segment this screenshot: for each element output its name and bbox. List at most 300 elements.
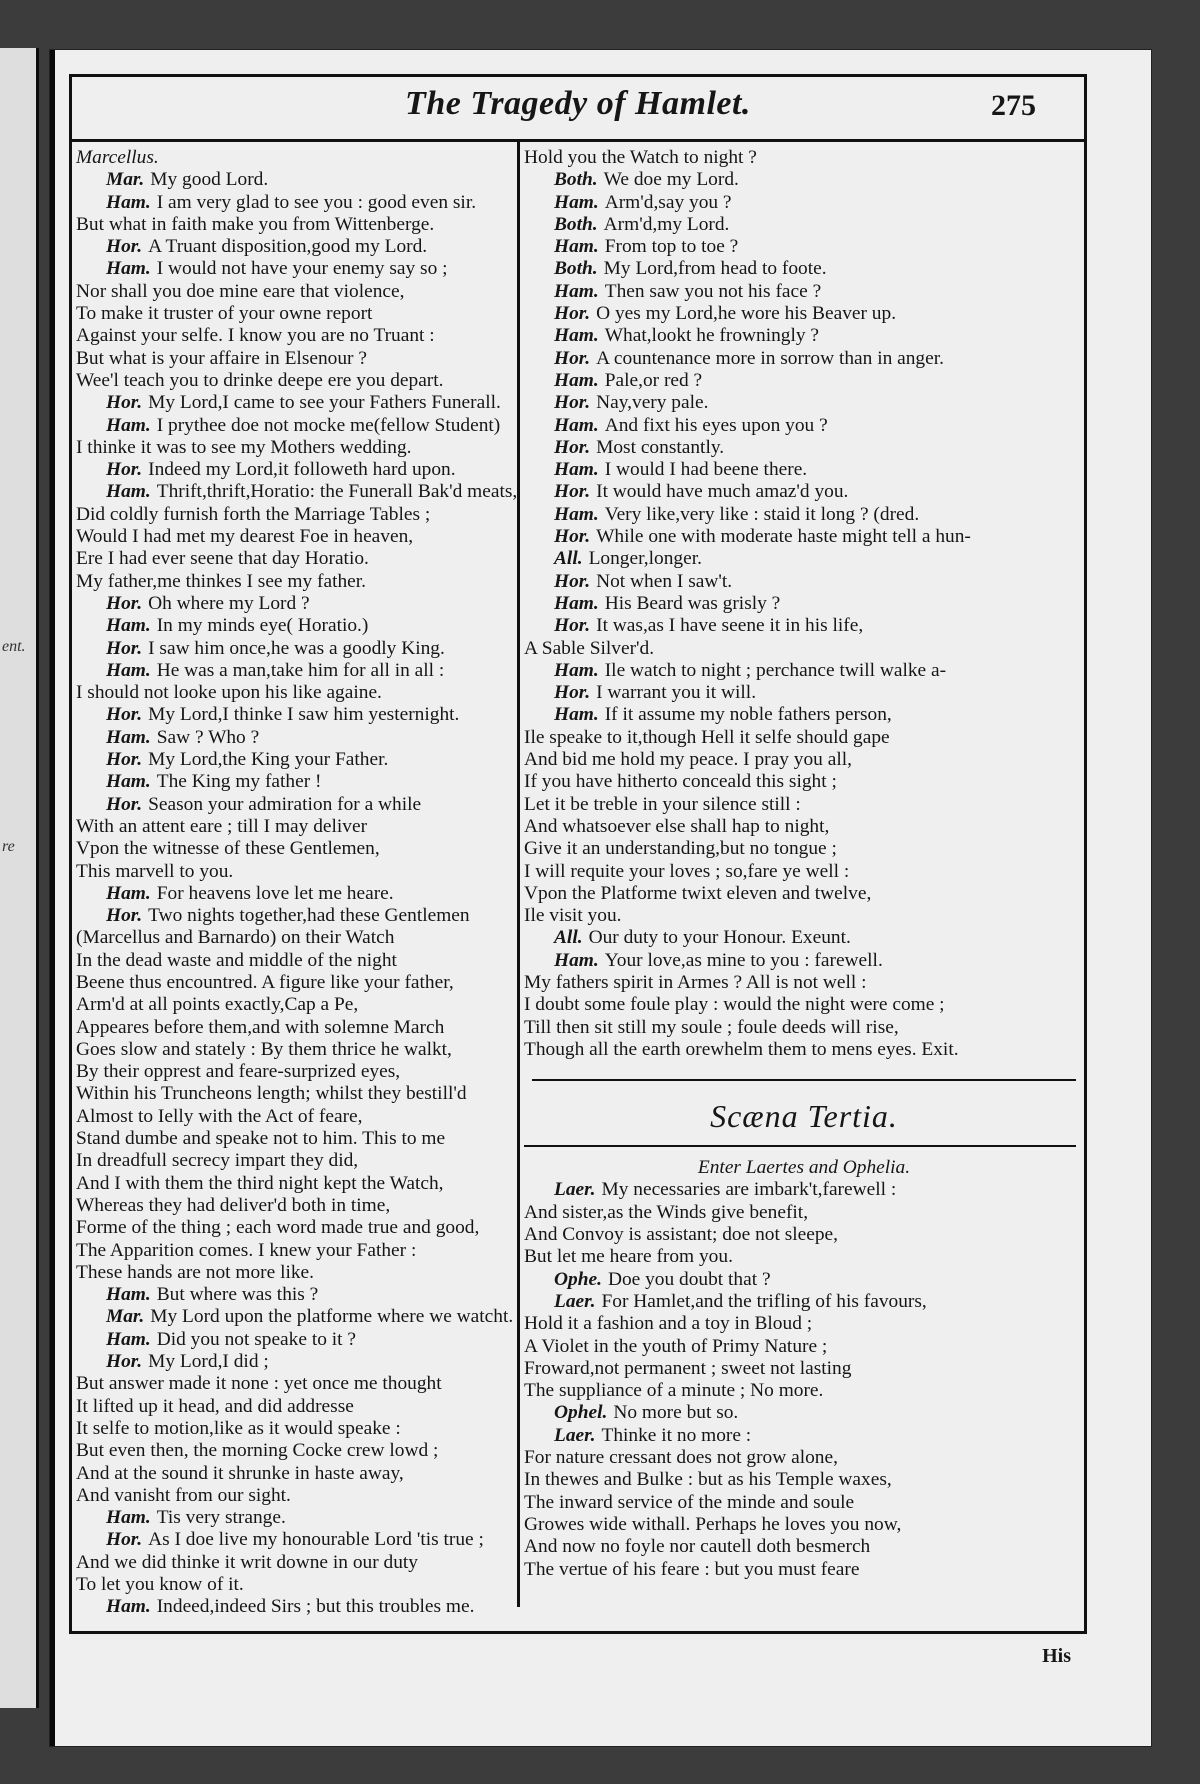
line-text: I prythee doe not mocke me(fellow Student) — [156, 414, 501, 436]
speaker-label: Ham. — [106, 726, 151, 748]
speaker-label: Ham. — [106, 882, 151, 904]
speaker-label: Hor. — [554, 682, 591, 704]
text-line — [76, 682, 512, 704]
line-text: My Lord,I did ; — [148, 1351, 269, 1373]
text-line — [76, 615, 512, 637]
line-text: But let me heare from you. — [524, 1246, 733, 1268]
line-text: This marvell to you. — [76, 860, 234, 882]
line-text: In my minds eye( Horatio.) — [156, 615, 369, 637]
text-line — [524, 727, 1084, 749]
line-text: My necessaries are imbark't,farewell : — [601, 1179, 897, 1201]
speaker-label: Ham. — [106, 414, 151, 436]
line-text: Within his Truncheons length; whilst they bestill'd — [76, 1083, 467, 1105]
text-line — [524, 258, 1084, 280]
line-text: (Marcellus and Barnardo) on their Watch — [76, 927, 395, 949]
speaker-label: Hor. — [106, 392, 143, 414]
text-line — [524, 660, 1084, 682]
line-text: Did coldly furnish forth the Marriage Tables ; — [76, 503, 431, 525]
text-line — [76, 794, 512, 816]
text-line — [524, 415, 1084, 437]
text-line — [76, 638, 512, 660]
line-text: If it assume my noble fathers person, — [604, 704, 892, 726]
line-text: Nor shall you doe mine eare that violence, — [76, 280, 405, 302]
line-text: In the dead waste and middle of the night — [76, 949, 397, 971]
line-text: Almost to Ielly with the Act of feare, — [76, 1105, 363, 1127]
text-line — [76, 1217, 512, 1239]
speaker-label: Hor. — [106, 704, 143, 726]
text-line — [76, 905, 512, 927]
text-line — [524, 1514, 1084, 1536]
text-line — [524, 1157, 1084, 1179]
line-text: Though all the earth orewhelm them to mens eyes. Exit. — [524, 1038, 959, 1060]
line-text: Indeed,indeed Sirs ; but this troubles me. — [156, 1596, 475, 1618]
text-line — [524, 1336, 1084, 1358]
text-line — [524, 236, 1084, 258]
line-text: But what in faith make you from Wittenberge. — [76, 213, 435, 235]
line-text: Growes wide withall. Perhaps he loves you now, — [524, 1513, 902, 1535]
text-line — [524, 638, 1084, 660]
line-text: Very like,very like : staid it long ? (dred. — [604, 503, 920, 525]
line-text: Our duty to your Honour. Exeunt. — [588, 927, 851, 949]
text-line — [76, 236, 512, 258]
line-text: And sister,as the Winds give benefit, — [524, 1201, 809, 1223]
text-line — [76, 1173, 512, 1195]
line-text: Doe you doubt that ? — [607, 1268, 771, 1290]
text-line — [76, 1485, 512, 1507]
text-line — [524, 615, 1084, 637]
line-text: Arm'd,my Lord. — [603, 213, 730, 235]
line-text: Arm'd at all points exactly,Cap a Pe, — [76, 994, 359, 1016]
catchword: His — [1042, 1645, 1071, 1667]
speaker-label: Ham. — [554, 659, 599, 681]
text-line — [76, 303, 512, 325]
speaker-label: Mar. — [106, 169, 145, 191]
speaker-label: Ham. — [106, 615, 151, 637]
speaker-label: Ham. — [554, 503, 599, 525]
line-text: Let it be treble in your silence still : — [524, 793, 801, 815]
speaker-label: Laer. — [554, 1290, 596, 1312]
speaker-label: Ham. — [554, 459, 599, 481]
line-text: Froward,not permanent ; sweet not lasting — [524, 1357, 852, 1379]
line-text: Two nights together,had these Gentlemen — [148, 905, 470, 927]
text-line — [76, 1284, 512, 1306]
line-text: Most constantly. — [596, 436, 725, 458]
right-column — [524, 147, 1084, 1581]
line-text: The Apparition comes. I knew your Father : — [76, 1239, 417, 1261]
line-text: Tis very strange. — [156, 1507, 286, 1529]
line-text: A Truant disposition,good my Lord. — [148, 236, 428, 258]
line-text: Ile watch to night ; perchance twill walke a- — [604, 659, 947, 681]
line-text: Ere I had ever seene that day Horatio. — [76, 548, 369, 570]
scene-heading: Scæna Tertia. — [710, 1098, 898, 1135]
speaker-label: All. — [554, 548, 583, 570]
speaker-label: Ham. — [106, 1328, 151, 1350]
line-text: Pale,or red ? — [604, 369, 703, 391]
line-text: Vpon the witnesse of these Gentlemen, — [76, 838, 380, 860]
line-text: We doe my Lord. — [603, 169, 739, 191]
text-line — [76, 1306, 512, 1328]
line-text: As I doe live my honourable Lord 'tis true ; — [148, 1529, 484, 1551]
scene-rule-top — [532, 1079, 1076, 1081]
line-text: A Violet in the youth of Primy Nature ; — [524, 1335, 828, 1357]
line-text: And bid me hold my peace. I pray you all, — [524, 749, 852, 771]
line-text: I would not have your enemy say so ; — [156, 258, 448, 280]
text-line — [524, 682, 1084, 704]
speaker-label: Mar. — [106, 1306, 145, 1328]
speaker-label: Ham. — [554, 949, 599, 971]
text-line — [524, 838, 1084, 860]
text-line — [76, 1106, 512, 1128]
line-text: I warrant you it will. — [596, 682, 757, 704]
speaker-label: Ham. — [554, 414, 599, 436]
text-line — [76, 1128, 512, 1150]
text-line — [524, 593, 1084, 615]
line-text: Nay,very pale. — [596, 392, 709, 414]
line-text: From top to toe ? — [604, 236, 739, 258]
text-line — [76, 816, 512, 838]
speaker-label: Ham. — [106, 1596, 151, 1618]
speaker-label: Ham. — [106, 191, 151, 213]
text-line — [76, 147, 512, 169]
text-line — [76, 214, 512, 236]
line-text: I would I had beene there. — [604, 459, 808, 481]
right-column-part-a — [524, 147, 1084, 1061]
text-line — [76, 281, 512, 303]
scene-rule-bottom — [524, 1145, 1076, 1147]
text-line — [76, 838, 512, 860]
scene-block — [524, 1079, 1084, 1147]
speaker-label: Hor. — [106, 236, 143, 258]
text-line — [76, 1440, 512, 1462]
line-text: I saw him once,he was a goodly King. — [148, 637, 445, 659]
line-text: And I with them the third night kept the Watch, — [76, 1172, 444, 1194]
text-line — [524, 1313, 1084, 1335]
text-line — [524, 950, 1084, 972]
text-line — [76, 950, 512, 972]
speaker-label: Both. — [554, 213, 598, 235]
speaker-label: Ham. — [554, 592, 599, 614]
text-line — [76, 437, 512, 459]
text-line — [524, 526, 1084, 548]
text-line — [76, 1017, 512, 1039]
text-line — [76, 771, 512, 793]
text-line — [76, 1507, 512, 1529]
text-line — [76, 526, 512, 548]
speaker-label: Ophel. — [554, 1402, 608, 1424]
text-line — [76, 1039, 512, 1061]
text-line — [524, 214, 1084, 236]
text-line — [76, 1329, 512, 1351]
text-line — [524, 1202, 1084, 1224]
text-line — [76, 258, 512, 280]
speaker-label: Ham. — [554, 236, 599, 258]
text-line — [76, 571, 512, 593]
text-line — [524, 771, 1084, 793]
text-line — [524, 1291, 1084, 1313]
line-text: For Hamlet,and the trifling of his favours, — [601, 1290, 927, 1312]
line-text: Hold it a fashion and a toy in Bloud ; — [524, 1313, 813, 1335]
page-number: 275 — [991, 89, 1036, 122]
line-text: My Lord,I thinke I saw him yesternight. — [148, 704, 460, 726]
line-text: The King my father ! — [156, 771, 322, 793]
text-line — [524, 972, 1084, 994]
line-text: His Beard was grisly ? — [604, 592, 781, 614]
text-line — [76, 883, 512, 905]
speaker-label: Hor. — [554, 526, 591, 548]
text-line — [524, 1492, 1084, 1514]
line-text: If you have hitherto conceald this sight ; — [524, 771, 837, 793]
line-text: And we did thinke it writ downe in our duty — [76, 1551, 418, 1573]
speaker-label: Hor. — [106, 1351, 143, 1373]
line-text: But where was this ? — [156, 1284, 319, 1306]
speaker-label: Ham. — [106, 659, 151, 681]
text-line — [524, 548, 1084, 570]
speaker-label: Ham. — [554, 325, 599, 347]
text-line — [76, 1150, 512, 1172]
line-text: To let you know of it. — [76, 1574, 244, 1595]
text-frame — [69, 74, 1087, 1634]
speaker-label: Hor. — [106, 905, 143, 927]
line-text: I am very glad to see you : good even sir. — [156, 191, 477, 213]
text-line — [524, 370, 1084, 392]
text-line — [524, 1402, 1084, 1424]
text-line — [76, 325, 512, 347]
text-line — [524, 1469, 1084, 1491]
text-line — [524, 1536, 1084, 1558]
line-text: Arm'd,say you ? — [604, 191, 732, 213]
line-text: Oh where my Lord ? — [148, 592, 310, 614]
text-line — [76, 1195, 512, 1217]
speaker-label: Ham. — [554, 280, 599, 302]
text-line — [76, 370, 512, 392]
line-text: The vertue of his feare : but you must feare — [524, 1558, 860, 1580]
text-line — [524, 303, 1084, 325]
text-line — [76, 927, 512, 949]
line-text: For nature cressant does not grow alone, — [524, 1447, 838, 1469]
text-line — [524, 1380, 1084, 1402]
line-text: Till then sit still my soule ; foule deeds will rise, — [524, 1016, 899, 1038]
speaker-label: Hor. — [554, 436, 591, 458]
line-text: A countenance more in sorrow than in anger. — [596, 347, 944, 369]
text-line — [524, 883, 1084, 905]
line-text: Would I had met my dearest Foe in heaven, — [76, 526, 414, 548]
text-line — [524, 1246, 1084, 1268]
speaker-label: Hor. — [106, 749, 143, 771]
line-text: Enter Laertes and Ophelia. — [697, 1157, 911, 1179]
line-text: The inward service of the minde and soule — [524, 1491, 855, 1513]
line-text: These hands are not more like. — [76, 1261, 314, 1283]
prev-page-fragment: re — [2, 838, 15, 855]
line-text: Vpon the Platforme twixt eleven and twelve, — [524, 882, 872, 904]
text-line — [524, 504, 1084, 526]
speaker-label: Ham. — [106, 1507, 151, 1529]
line-text: And vanisht from our sight. — [76, 1484, 291, 1506]
line-text: My Lord upon the platforme where we watcht. — [150, 1306, 514, 1328]
text-line — [524, 1559, 1084, 1581]
line-text: In dreadfull secrecy impart they did, — [76, 1150, 359, 1172]
running-title: The Tragedy of Hamlet. — [405, 85, 751, 122]
text-line — [76, 459, 512, 481]
speaker-label: Hor. — [106, 793, 143, 815]
text-line — [524, 348, 1084, 370]
text-line — [524, 169, 1084, 191]
header-rule — [72, 139, 1084, 142]
text-line — [524, 1179, 1084, 1201]
line-text: Stand dumbe and speake not to him. This to me — [76, 1128, 446, 1150]
text-line — [524, 1358, 1084, 1380]
speaker-label: Hor. — [554, 303, 591, 325]
text-line — [524, 1447, 1084, 1469]
speaker-label: Hor. — [106, 637, 143, 659]
line-text: In thewes and Bulke : but as his Temple waxes, — [524, 1469, 892, 1491]
text-line — [524, 147, 1084, 169]
speaker-label: Hor. — [554, 615, 591, 637]
text-line — [524, 481, 1084, 503]
line-text: My Lord,from head to foote. — [603, 258, 827, 280]
text-line — [76, 192, 512, 214]
text-line — [76, 415, 512, 437]
line-text: The suppliance of a minute ; No more. — [524, 1380, 824, 1402]
speaker-label: Hor. — [106, 592, 143, 614]
text-line — [76, 1552, 512, 1574]
speaker-label: All. — [554, 927, 583, 949]
text-line — [76, 1396, 512, 1418]
line-text: And Convoy is assistant; doe not sleepe, — [524, 1224, 838, 1246]
line-text: By their opprest and feare-surprized eyes, — [76, 1061, 401, 1083]
line-text: To make it truster of your owne report — [76, 303, 373, 325]
text-line — [76, 593, 512, 615]
text-line — [76, 1262, 512, 1284]
speaker-label: Ham. — [554, 704, 599, 726]
text-line — [76, 1240, 512, 1262]
line-text: And now no foyle nor cautell doth besmerch — [524, 1536, 871, 1558]
speaker-label: Hor. — [106, 459, 143, 481]
line-text: O yes my Lord,he wore his Beaver up. — [596, 303, 897, 325]
text-line — [76, 704, 512, 726]
text-line — [524, 905, 1084, 927]
line-text: Your love,as mine to you : farewell. — [604, 949, 883, 971]
speaker-label: Ham. — [106, 771, 151, 793]
line-text: While one with moderate haste might tell a hun- — [596, 526, 971, 548]
speaker-label: Ham. — [106, 1284, 151, 1306]
text-line — [76, 749, 512, 771]
text-line — [524, 571, 1084, 593]
line-text: I should not looke upon his like againe. — [76, 682, 382, 704]
line-text: I thinke it was to see my Mothers wedding. — [76, 436, 412, 458]
speaker-label: Hor. — [554, 481, 591, 503]
right-column-part-b — [524, 1157, 1084, 1581]
line-text: Appeares before them,and with solemne March — [76, 1016, 445, 1038]
line-text: Ile speake to it,though Hell it selfe should gape — [524, 726, 890, 748]
text-line — [76, 392, 512, 414]
text-line — [76, 481, 518, 503]
line-text: Against your selfe. I know you are no Truant : — [76, 325, 435, 347]
line-text: Thrift,thrift,Horatio: the Funerall Bak'd meats, — [156, 481, 518, 503]
text-line — [76, 348, 512, 370]
line-text: But even then, the morning Cocke crew lowd ; — [76, 1440, 439, 1462]
line-text: Thinke it no more : — [601, 1424, 752, 1446]
text-line — [524, 927, 1084, 949]
speaker-label: Laer. — [554, 1424, 596, 1446]
page-header — [72, 79, 1084, 137]
line-text: For heavens love let me heare. — [156, 882, 394, 904]
line-text: But answer made it none : yet once me thought — [76, 1373, 442, 1395]
text-line — [76, 548, 512, 570]
speaker-label: Ophe. — [554, 1268, 602, 1290]
text-line — [76, 1351, 512, 1373]
line-text: Whereas they had deliver'd both in time, — [76, 1194, 391, 1216]
book-page — [50, 50, 1151, 1746]
text-line — [76, 972, 512, 994]
column-divider — [517, 141, 520, 1607]
text-line — [524, 1425, 1084, 1447]
text-line — [524, 325, 1084, 347]
line-text: My good Lord. — [150, 169, 269, 191]
line-text: It would have much amaz'd you. — [596, 481, 849, 503]
line-text: It selfe to motion,like as it would speake : — [76, 1417, 401, 1439]
line-text: My fathers spirit in Armes ? All is not well : — [524, 971, 867, 993]
speaker-label: Both. — [554, 169, 598, 191]
prev-page-fragment: ent. — [2, 638, 26, 655]
text-line — [76, 504, 512, 526]
text-line — [524, 816, 1084, 838]
text-line — [524, 192, 1084, 214]
line-text: I will requite your loves ; so,fare ye well : — [524, 860, 850, 882]
speaker-label: Hor. — [554, 347, 591, 369]
text-line — [76, 660, 512, 682]
text-line — [524, 994, 1084, 1016]
line-text: Marcellus. — [76, 147, 159, 168]
line-text: Beene thus encountred. A figure like your father, — [76, 971, 454, 993]
speaker-label: Hor. — [554, 570, 591, 592]
line-text: And fixt his eyes upon you ? — [604, 414, 828, 436]
line-text: Season your admiration for a while — [148, 793, 422, 815]
line-text: My father,me thinkes I see my father. — [76, 570, 366, 592]
text-line — [524, 1039, 1084, 1061]
line-text: It lifted up it head, and did addresse — [76, 1395, 354, 1417]
text-line — [76, 1463, 512, 1485]
text-line — [524, 459, 1084, 481]
text-line — [76, 1061, 512, 1083]
text-line — [76, 727, 512, 749]
text-line — [524, 704, 1084, 726]
text-line — [76, 1529, 512, 1551]
line-text: Hold you the Watch to night ? — [524, 147, 757, 168]
line-text: Forme of the thing ; each word made true and good, — [76, 1217, 480, 1239]
line-text: A Sable Silver'd. — [524, 637, 655, 659]
left-column — [76, 147, 518, 1619]
speaker-label: Ham. — [106, 258, 151, 280]
text-line — [76, 1574, 512, 1596]
speaker-label: Ham. — [554, 369, 599, 391]
text-line — [524, 1224, 1084, 1246]
text-line — [524, 794, 1084, 816]
line-text: Goes slow and stately : By them thrice he walkt, — [76, 1038, 452, 1060]
speaker-label: Laer. — [554, 1179, 596, 1201]
line-text: Saw ? Who ? — [156, 726, 260, 748]
line-text: I doubt some foule play : would the night were come ; — [524, 994, 945, 1016]
line-text: It was,as I have seene it in his life, — [596, 615, 864, 637]
line-text: Indeed my Lord,it followeth hard upon. — [148, 459, 456, 481]
text-line — [76, 169, 512, 191]
line-text: And whatsoever else shall hap to night, — [524, 815, 830, 837]
previous-page-edge — [0, 48, 39, 1708]
text-line — [76, 1418, 512, 1440]
text-line — [76, 1596, 512, 1618]
text-line — [524, 749, 1084, 771]
speaker-label: Both. — [554, 258, 598, 280]
text-line — [76, 861, 512, 883]
